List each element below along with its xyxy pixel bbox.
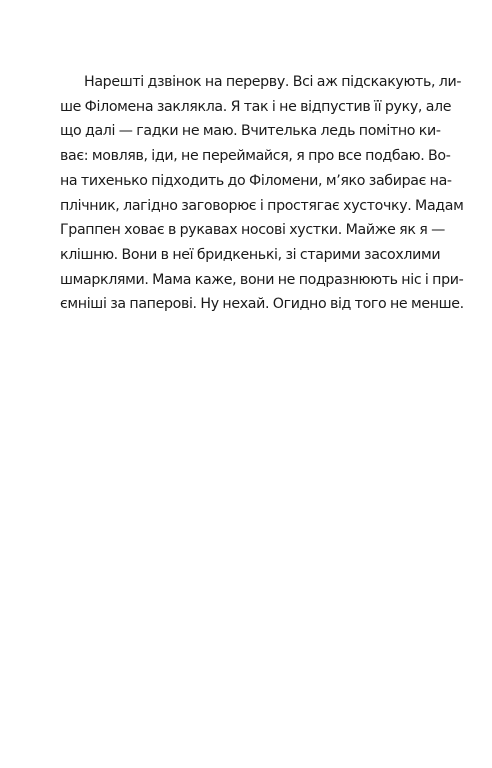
text-line: шмарклями. Мама каже, вони не подразнюють ніс і при- [60, 271, 464, 288]
text-line: Нарешті дзвінок на перерву. Всі аж підскакують, ли- [84, 74, 462, 90]
body-paragraph [60, 70, 464, 317]
text-line: на тихенько підходить до Філомени, м’яко забирає на- [60, 172, 452, 189]
text-line: ває: мовляв, іди, не переймайся, я про все подбаю. Во- [60, 148, 451, 165]
text-line: плічник, лагідно заговорює і простягає хусточку. Мадам [60, 197, 464, 214]
text-line: ше Філомена заклякла. Я так і не відпустив її руку, але [60, 98, 452, 115]
text-line: ємніші за паперові. Ну нехай. Огидно від того не менше. [60, 296, 464, 313]
text-line: що далі — гадки не маю. Вчителька ледь помітно ки- [60, 123, 441, 140]
text-line: Граппен ховає в рукавах носові хустки. Майже як я — [60, 222, 445, 239]
text-line: клішню. Вони в неї бридкенькі, зі старими засохлими [60, 246, 441, 263]
